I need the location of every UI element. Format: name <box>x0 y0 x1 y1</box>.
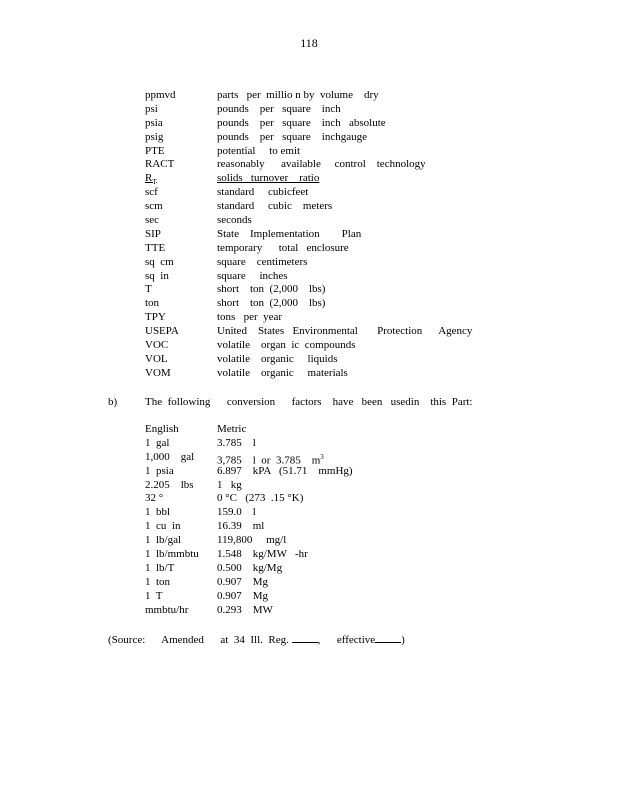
abbreviation-list <box>145 89 585 381</box>
source-suffix: ) <box>401 634 405 646</box>
abbreviation-term: PTE <box>145 144 165 157</box>
abbreviation-definition: State Implementation Plan <box>217 227 362 240</box>
abbreviation-definition: tons per year <box>217 311 283 324</box>
abbreviation-row <box>145 200 585 214</box>
abbreviation-term: VOL <box>145 352 168 365</box>
abbreviation-definition: seconds <box>217 214 252 227</box>
abbreviation-row <box>145 103 585 117</box>
section-b <box>108 396 473 408</box>
abbreviation-definition: standard cubicfeet <box>217 186 309 199</box>
english-unit: 1 gal <box>145 436 170 449</box>
metric-unit: 119,800 mg/l <box>217 534 287 547</box>
conversion-row <box>145 576 445 590</box>
abbreviation-row <box>145 131 585 145</box>
metric-unit: 0.293 MW <box>217 603 273 616</box>
abbreviation-row <box>145 325 585 339</box>
abbreviation-term: T <box>145 283 152 296</box>
abbreviation-definition: short ton (2,000 lbs) <box>217 283 326 296</box>
abbreviation-definition: parts per millio n by volume dry <box>217 89 379 101</box>
conversion-header-row <box>145 423 445 437</box>
abbreviation-definition: reasonably available control technology <box>217 158 426 171</box>
abbreviation-term: psig <box>145 130 164 143</box>
abbreviation-term: psi <box>145 102 158 115</box>
conversion-row <box>145 562 445 576</box>
blank-line <box>292 632 318 643</box>
abbreviation-definition: potential to emit <box>217 144 301 157</box>
abbreviation-row <box>145 353 585 367</box>
conversion-row <box>145 465 445 479</box>
metric-unit: 6.897 kPA (51.71 mmHg) <box>217 464 353 477</box>
abbreviation-definition: square centimeters <box>217 255 308 268</box>
abbreviation-definition: temporary total enclosure <box>217 241 349 254</box>
english-unit: 1 lb/mmbtu <box>145 548 199 561</box>
abbreviation-term: ton <box>145 297 160 310</box>
english-unit: 1 lb/T <box>145 561 175 574</box>
abbreviation-definition: United States Environmental Protection Agency <box>217 325 473 338</box>
metric-unit: 0.907 Mg <box>217 589 269 602</box>
english-unit: 1 lb/gal <box>145 534 182 547</box>
metric-unit: 16.39 ml <box>217 520 265 533</box>
source-note <box>108 632 405 646</box>
abbreviation-definition: solids turnover ratio <box>217 172 320 185</box>
metric-unit: 0.907 Mg <box>217 575 269 588</box>
abbreviation-row <box>145 339 585 353</box>
page-number: 118 <box>300 36 318 50</box>
abbreviation-definition: short ton (2,000 lbs) <box>217 297 326 310</box>
abbreviation-term: sec <box>145 214 160 227</box>
english-header: English <box>145 423 179 435</box>
abbreviation-row <box>145 256 585 270</box>
conversion-table <box>145 423 445 617</box>
conversion-row <box>145 520 445 534</box>
abbreviation-term: scm <box>145 200 163 213</box>
abbreviation-definition: pounds per square inch <box>217 102 341 115</box>
conversion-row <box>145 492 445 506</box>
abbreviation-definition: square inches <box>217 269 288 282</box>
abbreviation-term: SIP <box>145 227 161 240</box>
abbreviation-row <box>145 270 585 284</box>
conversion-row <box>145 479 445 493</box>
abbreviation-definition: pounds per square inchgauge <box>217 130 367 143</box>
conversion-row <box>145 437 445 451</box>
conversion-row <box>145 604 445 618</box>
abbreviation-row <box>145 89 585 103</box>
abbreviation-row <box>145 186 585 200</box>
abbreviation-term: TTE <box>145 241 166 254</box>
abbreviation-term: VOC <box>145 339 169 352</box>
metric-unit: 3.785 l <box>217 436 256 449</box>
english-unit: 2.205 lbs <box>145 478 194 491</box>
abbreviation-term: RACT <box>145 158 175 171</box>
abbreviation-row <box>145 145 585 159</box>
abbreviation-term: sq cm <box>145 255 174 268</box>
metric-unit: 3,785 l or 3.785 $m^3$ <box>217 452 324 467</box>
abbreviation-row <box>145 242 585 256</box>
abbreviation-term: psia <box>145 116 163 129</box>
abbreviation-definition: volatile organic liquids <box>217 352 338 365</box>
english-unit: 1 psia <box>145 464 174 477</box>
conversion-row <box>145 451 445 465</box>
english-unit: 1,000 gal <box>145 450 195 463</box>
abbreviation-row <box>145 228 585 242</box>
abbreviation-term: TPY <box>145 311 166 324</box>
abbreviation-row <box>145 311 585 325</box>
abbreviation-row <box>145 117 585 131</box>
metric-unit: 1 kg <box>217 478 242 491</box>
english-unit: 1 ton <box>145 575 171 588</box>
english-unit: 1 T <box>145 589 163 602</box>
abbreviation-definition: volatile organ ic compounds <box>217 339 356 352</box>
source-middle: , effective <box>317 634 376 646</box>
english-unit: mmbtu/hr <box>145 603 189 616</box>
section-marker: b) <box>108 396 118 408</box>
abbreviation-row <box>145 297 585 311</box>
blank-line <box>375 632 401 643</box>
abbreviation-term: ppmvd <box>145 89 176 101</box>
section-text: The following conversion factors have been usedin this Part: <box>145 396 473 408</box>
abbreviation-row <box>145 172 585 186</box>
metric-unit: 159.0 l <box>217 506 256 519</box>
abbreviation-term: VOM <box>145 366 171 379</box>
abbreviation-row <box>145 283 585 297</box>
metric-unit: 1.548 kg/MW -hr <box>217 548 308 561</box>
conversion-row <box>145 590 445 604</box>
abbreviation-term: sq in <box>145 269 169 282</box>
metric-header: Metric <box>217 423 247 435</box>
conversion-row <box>145 506 445 520</box>
english-unit: 1 cu in <box>145 520 181 533</box>
abbreviation-term: $R_T$ <box>145 172 157 187</box>
abbreviation-definition: volatile organic materials <box>217 366 348 379</box>
abbreviation-row <box>145 158 585 172</box>
abbreviation-row <box>145 214 585 228</box>
metric-unit: 0 °C (273 .15 °K) <box>217 492 304 505</box>
english-unit: 32 ° <box>145 492 164 505</box>
abbreviation-term: scf <box>145 186 158 199</box>
abbreviation-row <box>145 367 585 381</box>
conversion-row <box>145 548 445 562</box>
english-unit: 1 bbl <box>145 506 171 519</box>
abbreviation-definition: pounds per square inch absolute <box>217 116 386 129</box>
conversion-row <box>145 534 445 548</box>
source-prefix: (Source: Amended at 34 Ill. Reg. <box>108 634 289 646</box>
abbreviation-term: USEPA <box>145 325 179 338</box>
abbreviation-definition: standard cubic meters <box>217 200 333 213</box>
metric-unit: 0.500 kg/Mg <box>217 561 283 574</box>
